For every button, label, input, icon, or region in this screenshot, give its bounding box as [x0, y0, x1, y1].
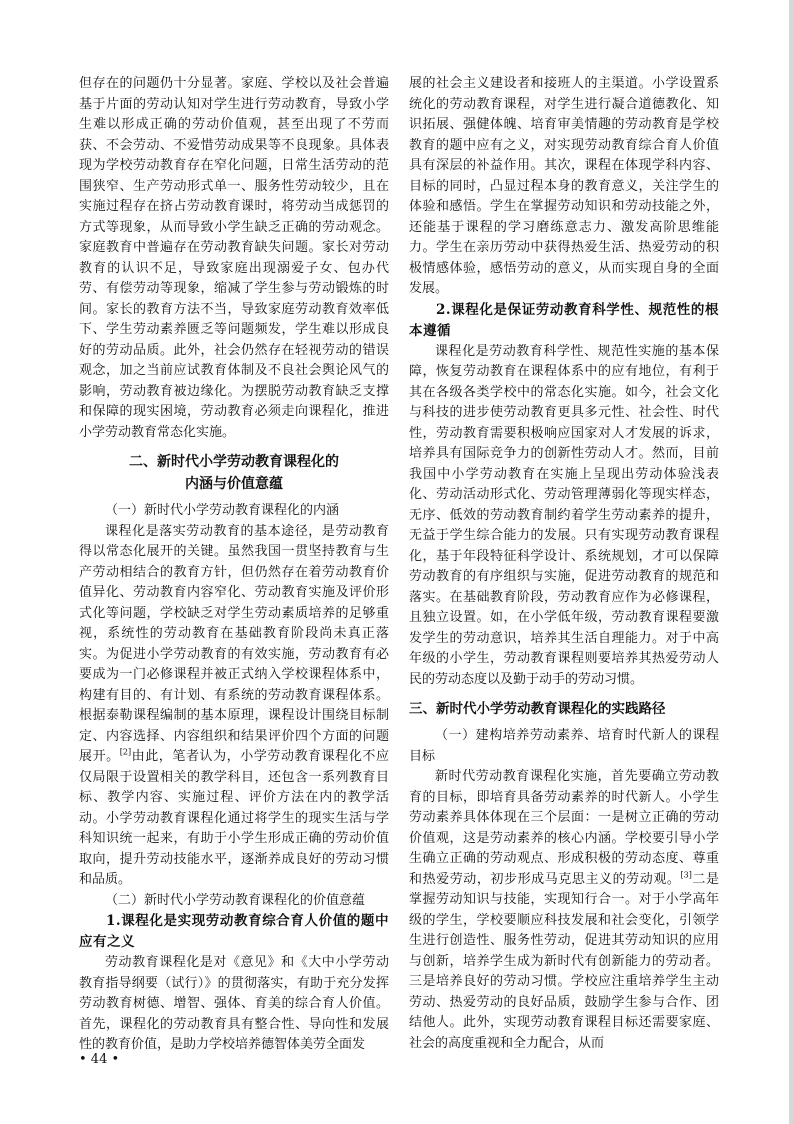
section-heading-2-line1: 二、新时代小学劳动教育课程化的 — [129, 454, 339, 470]
right-paragraph-3 — [409, 767, 719, 1054]
right-paragraph-1: 展的社会主义建设者和接班人的主渠道。小学设置系统化的劳动教育课程，对学生进行凝合道德教化、知识拓展、强健体魄、培育审美情趣的劳动教育是学校教育的题中应有之义，对实现劳动教育综合育人价值具有深层的补益作用。其次，课程在体现学科内容、目标的同时，凸显过程本身的教育意义，关注学生的体验和感悟。学生在掌握劳动知识和劳动技能之外，还能基于课程的学习磨练意志力、激发高阶思维能力。学生在亲历劳动中获得热爱生活、热爱劳动的积极情感体验，感悟劳动的意义，从而实现自身的全面发展。 — [409, 76, 719, 296]
left-paragraph-2-b: 由此，笔者认为，小学劳动教育课程化不应仅局限于设置相关的教学科目，还包含一系列教育目标、教学内容、实施过程、评价方法在内的教学活动。小学劳动教育课程化通过将学生的现实生活与学科知识统一起来，有助于小学生形成正确的劳动价值取向，提升劳动技能水平，逐渐养成良好的劳动习惯和品质。 — [79, 749, 389, 887]
right-paragraph-2: 课程化是劳动教育科学性、规范性实施的基本保障，恢复劳动教育在课程体系中的应有地位，有利于其在各级各类学校中的常态化实施。如今，社会文化与科技的进步使劳动教育更具多元性、社会性、时代性，劳动教育需要积极响应国家对人才发展的诉求，培养具有国际竞争力的创新性劳动人才。然而，目前我国中小学劳动教育在实施上呈现出劳动体验浅表化、劳动活动形式化、劳动管理薄弱化等现实样态，无序、低效的劳动教育制约着学生劳动素养的提升，无益于学生综合能力的发展。只有实现劳动教育课程化，基于年段特征科学设计、系统规划，才可以保障劳动教育的有序组织与实施，促进劳动教育的规范和落实。在基础教育阶段，劳动教育应作为必修课程，且独立设置。如，在小学低年级，劳动教育课程要激发学生的劳动意识，培养其生活自理能力。对于中高年级的小学生，劳动教育课程则要培养其热爱劳动人民的劳动态度以及勤于动手的劳动习惯。 — [409, 343, 719, 687]
citation-ref-2: [2] — [119, 747, 132, 757]
citation-ref-3: [3] — [680, 870, 692, 880]
subsection-heading-3: （一）建构培养劳动素养、培育时代新人的课程目标 — [409, 728, 719, 764]
page-number: • 44 • — [79, 1052, 120, 1067]
bold-heading-1: 1.课程化是实现劳动教育综合育人价值的题中应有之义 — [79, 913, 389, 950]
left-paragraph-2-a: 课程化是落实劳动教育的基本途径，是劳动教育得以常态化展开的关键。虽然我国一贯坚持教育与生产劳动相结合的教育方针，但仍然存在着劳动教育价值异化、劳动教育内容窄化、劳动教育实施及评价形式化等问题，学校缺乏对学生劳动素质培养的足够重视，系统性的劳动教育在基础教育阶段尚未真正落实。为促进小学劳动教育的有效实施，劳动教育有必要成为一门必修课程并被正式纳入学校课程体系中，构建有目的、有计划、有系统的劳动教育课程体系。根据泰勒课程编制的基本原理，课程设计围绕目标制定、内容选择、内容组织和结果评价四个方面的问题展开。 — [79, 523, 389, 764]
left-column — [79, 74, 389, 1056]
page-edge-shadow — [789, 0, 793, 1124]
section-heading-3: 三、新时代小学劳动教育课程化的实践路径 — [409, 701, 666, 717]
right-paragraph-3-b: 二是掌握劳动知识与技能，实现知行合一。对于小学高年级的学生，学校要顺应科技发展和社会变化，引领学生进行创造性、服务性劳动，促进其劳动知识的应用与创新，培养学生成为新时代有创新能力的劳动者。三是培养良好的劳动习惯。学校应注重培养学生主动劳动、热爱劳动的良好品质，鼓励学生参与合作、团结他人。此外，实现劳动教育课程目标还需要家庭、社会的高度重视和全力配合，从而 — [409, 871, 719, 1051]
left-paragraph-2 — [79, 522, 389, 891]
right-paragraph-3-a: 新时代劳动教育课程化实施，首先要确立劳动教育的目标，即培育具备劳动素养的时代新人。小学生劳动素养具体体现在三个层面：一是树立正确的劳动价值观，这是劳动素养的核心内涵。学校要引导小学生确立正确的劳动观点、形成积极的劳动态度、尊重和热爱劳动，初步形成马克思主义的劳动观。 — [409, 769, 719, 887]
section-heading-2 — [79, 451, 389, 495]
subsection-heading-1: （一）新时代小学劳动教育课程化的内涵 — [105, 503, 340, 518]
left-paragraph-3: 劳动教育课程化是对《意见》和《大中小学劳动教育指导纲要（试行）》的贯彻落实，有助于充分发挥劳动教育树德、增智、强体、育美的综合育人价值。首先，课程化的劳动教育具有整合性、导向性和发展性的教育价值，是助力学校培养德智体美劳全面发 — [79, 955, 389, 1052]
right-column — [409, 74, 719, 1054]
bold-heading-2: 2.课程化是保证劳动教育科学性、规范性的根本遵循 — [409, 301, 719, 339]
left-paragraph-1: 但存在的问题仍十分显著。家庭、学校以及社会普遍基于片面的劳动认知对学生进行劳动教育，导致小学生难以形成正确的劳动价值观，甚至出现了不劳而获、不会劳动、不爱惜劳动成果等不良现象。具体表现为学校劳动教育存在窄化问题，日常生活劳动的范围狭窄、生产劳动形式单一、服务性劳动较少，且在实施过程存在挤占劳动教育课时，将劳动当成惩罚的方式等现象，从而导致小学生缺乏正确的劳动观念。家庭教育中普遍存在劳动教育缺失问题。家长对劳动教育的认识不足，导致家庭出现溺爱子女、包办代劳、有偿劳动等现象，缩减了学生参与劳动锻炼的时间。家长的教育方法不当，导致家庭劳动教育效率低下、学生劳动素养匮乏等问题频发，学生难以形成良好的劳动品质。此外，社会仍然存在轻视劳动的错误观念，加之当前应试教育体制及不良社会舆论风气的影响，劳动教育被边缘化。为摆脱劳动教育缺乏支撑和保障的现实困境，劳动教育必须走向课程化，推进小学劳动教育常态化实施。 — [79, 76, 389, 440]
subsection-heading-2: （二）新时代小学劳动教育课程化的价值意蕴 — [105, 892, 366, 908]
section-heading-2-line2: 内涵与价值意蕴 — [185, 476, 283, 492]
